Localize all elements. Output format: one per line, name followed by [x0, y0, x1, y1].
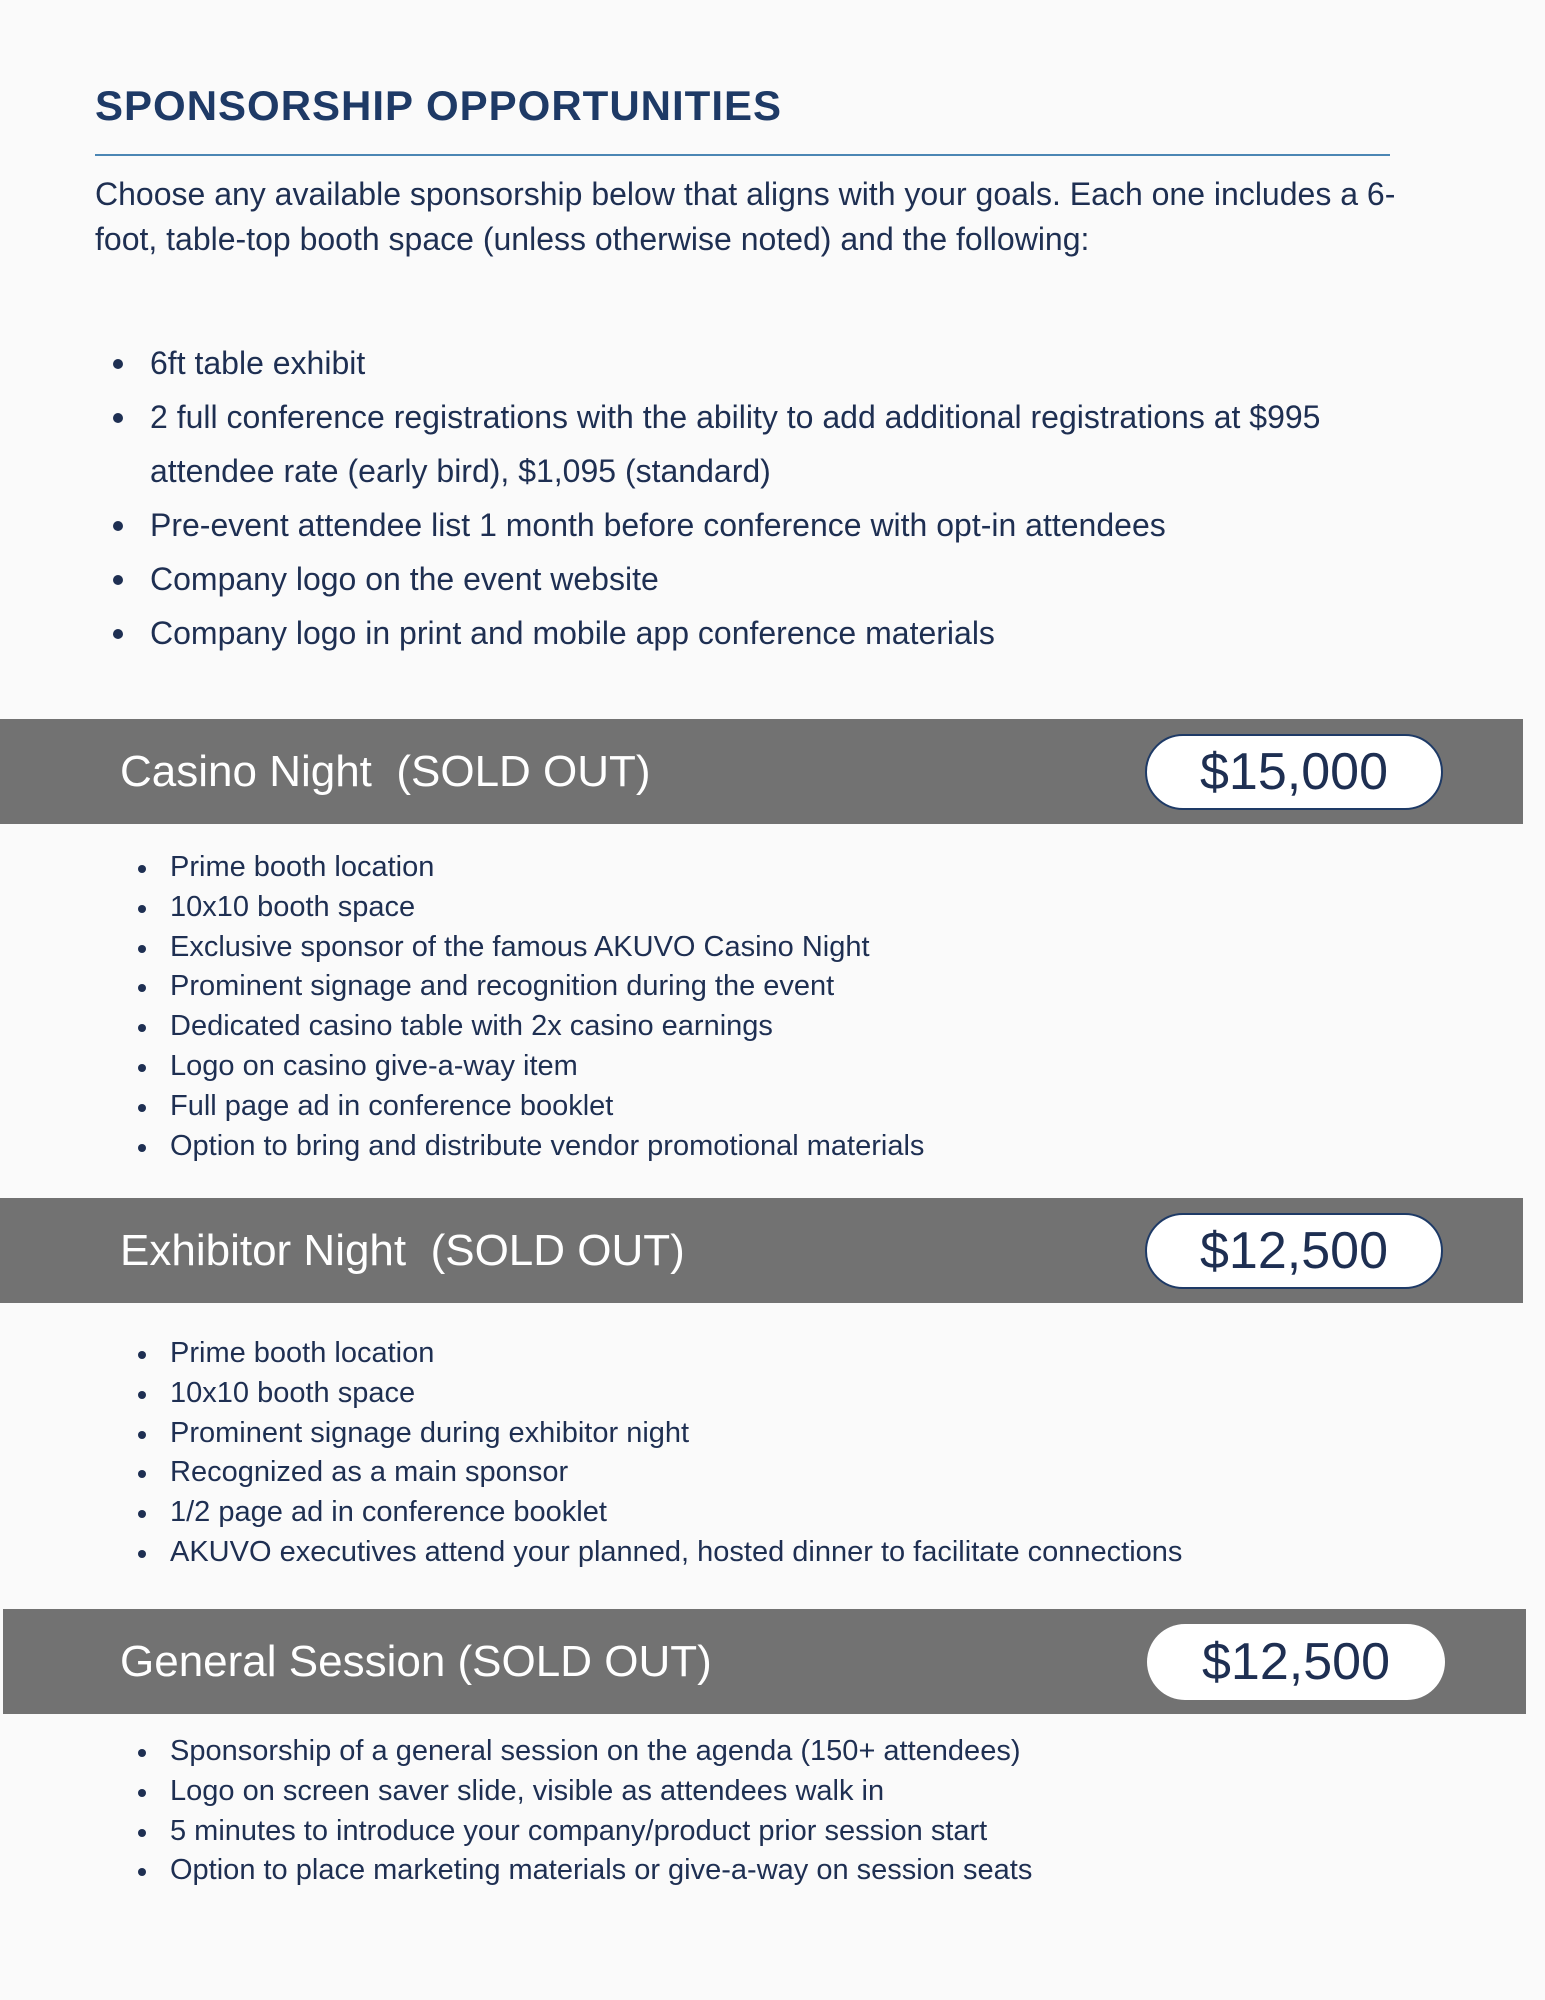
list-item: Company logo in print and mobile app conference materials [95, 606, 1425, 660]
title-divider [95, 154, 1390, 156]
price-badge: $12,500 [1145, 1213, 1443, 1289]
included-benefits-list [95, 336, 1425, 660]
list-item: Prominent signage and recognition during the event [120, 967, 1420, 1007]
list-item: Option to bring and distribute vendor promotional materials [120, 1127, 1420, 1167]
list-item: Dedicated casino table with 2x casino earnings [120, 1007, 1420, 1047]
list-item: Recognized as a main sponsor [120, 1453, 1420, 1493]
list-item: Exclusive sponsor of the famous AKUVO Casino Night [120, 928, 1420, 968]
list-item: Logo on screen saver slide, visible as attendees walk in [120, 1772, 1420, 1812]
sponsorship-title: Exhibitor Night (SOLD OUT) [120, 1226, 685, 1275]
list-item: 2 full conference registrations with the ability to add additional registrations at $995 attendee rate (early bird), $1,095 (standard) [95, 390, 1425, 498]
list-item: AKUVO executives attend your planned, hosted dinner to facilitate connections [120, 1533, 1420, 1573]
list-item: 10x10 booth space [120, 888, 1420, 928]
general-session-benefits-list [120, 1732, 1420, 1891]
list-item: 5 minutes to introduce your company/product prior session start [120, 1812, 1420, 1852]
price-badge: $15,000 [1145, 734, 1443, 810]
casino-night-benefits-list [120, 848, 1420, 1166]
sponsorship-header-exhibitor-night [0, 1198, 1523, 1303]
sponsorship-title: Casino Night (SOLD OUT) [120, 747, 651, 796]
list-item: Pre-event attendee list 1 month before conference with opt-in attendees [95, 498, 1425, 552]
sponsorship-header-general-session [3, 1609, 1526, 1714]
list-item: Sponsorship of a general session on the agenda (150+ attendees) [120, 1732, 1420, 1772]
list-item: Prime booth location [120, 1334, 1420, 1374]
sponsorship-header-casino-night [0, 719, 1523, 824]
list-item: Option to place marketing materials or give-a-way on session seats [120, 1851, 1420, 1891]
list-item: Prime booth location [120, 848, 1420, 888]
exhibitor-night-benefits-list [120, 1334, 1420, 1573]
list-item: 6ft table exhibit [95, 336, 1425, 390]
price-badge: $12,500 [1147, 1624, 1445, 1700]
page-title: SPONSORSHIP OPPORTUNITIES [95, 82, 783, 129]
list-item: 1/2 page ad in conference booklet [120, 1493, 1420, 1533]
sponsorship-title: General Session (SOLD OUT) [120, 1637, 712, 1686]
list-item: Full page ad in conference booklet [120, 1087, 1420, 1127]
list-item: 10x10 booth space [120, 1374, 1420, 1414]
intro-paragraph: Choose any available sponsorship below that aligns with your goals. Each one includes a 6-foot, table-top booth space (unless otherwise noted) and the following: [95, 176, 1396, 257]
list-item: Company logo on the event website [95, 552, 1425, 606]
list-item: Prominent signage during exhibitor night [120, 1414, 1420, 1454]
list-item: Logo on casino give-a-way item [120, 1047, 1420, 1087]
